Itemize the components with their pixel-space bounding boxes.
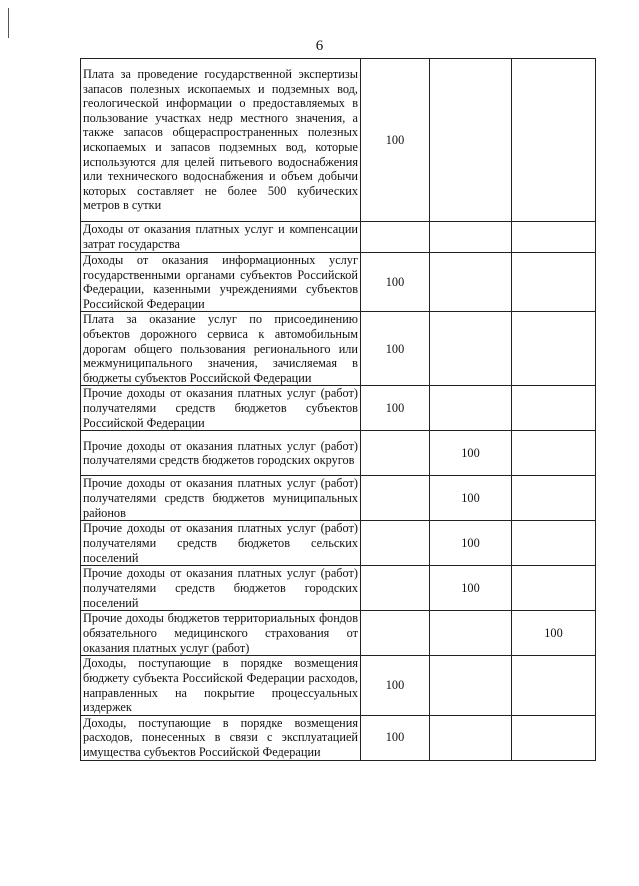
row-value-col1 (361, 431, 430, 476)
table-row (81, 715, 596, 760)
row-value-col1 (361, 476, 430, 521)
page-number: 6 (315, 38, 324, 54)
row-value-col1: 100 (361, 656, 430, 715)
row-description: Доходы от оказания информационных услуг государственными органами субъектов Российской Федерации, казенными учреждениями субъектов Российской Федерации (81, 253, 361, 312)
table-row (81, 566, 596, 611)
row-value-col2 (430, 222, 512, 253)
row-value-col1 (361, 611, 430, 656)
row-value-col3 (512, 312, 596, 386)
row-description: Доходы от оказания платных услуг и компенсации затрат государства (81, 222, 361, 253)
table-row (81, 222, 596, 253)
row-value-col2: 100 (430, 521, 512, 566)
table-row (81, 386, 596, 431)
row-value-col2 (430, 611, 512, 656)
row-value-col3: 100 (512, 611, 596, 656)
row-value-col2 (430, 656, 512, 715)
row-description: Прочие доходы бюджетов территориальных фондов обязательного медицинского страхования от оказания платных услуг (работ) (81, 611, 361, 656)
row-description: Доходы, поступающие в порядке возмещения расходов, понесенных в связи с эксплуатацией имущества субъектов Российской Федерации (81, 715, 361, 760)
row-value-col2 (430, 59, 512, 222)
table-row (81, 431, 596, 476)
row-value-col3 (512, 521, 596, 566)
table-row (81, 656, 596, 715)
row-value-col2: 100 (430, 431, 512, 476)
row-description: Прочие доходы от оказания платных услуг (работ) получателями средств бюджетов городских поселений (81, 566, 361, 611)
row-value-col3 (512, 431, 596, 476)
row-value-col3 (512, 476, 596, 521)
row-description: Прочие доходы от оказания платных услуг (работ) получателями средств бюджетов сельских поселений (81, 521, 361, 566)
row-value-col3 (512, 656, 596, 715)
row-value-col3 (512, 715, 596, 760)
row-value-col1: 100 (361, 386, 430, 431)
row-value-col3 (512, 253, 596, 312)
table-row (81, 476, 596, 521)
row-value-col3 (512, 386, 596, 431)
row-description: Прочие доходы от оказания платных услуг (работ) получателями средств бюджетов субъектов Российской Федерации (81, 386, 361, 431)
row-description: Плата за оказание услуг по присоединению объектов дорожного сервиса к автомобильным дорогам общего пользования регионального или межмуниципального значения, зачисляемая в бюджеты субъектов Российской Федерации (81, 312, 361, 386)
row-value-col3 (512, 222, 596, 253)
row-value-col1: 100 (361, 312, 430, 386)
scan-edge-mark (8, 8, 9, 38)
row-description: Прочие доходы от оказания платных услуг (работ) получателями средств бюджетов городских округов (81, 431, 361, 476)
table-row (81, 611, 596, 656)
table-row (81, 312, 596, 386)
revenue-distribution-table (80, 58, 596, 761)
table-body (81, 59, 596, 761)
table-row (81, 253, 596, 312)
row-description: Плата за проведение государственной экспертизы запасов полезных ископаемых и подземных вод, геологической информации о предоставляемых в пользование участках недр местного значения, а также запасов общераспространенных полезных ископаемых и запасов подземных вод, которые используются для целей питьевого водоснабжения или технического водоснабжения и объем добычи которых составляет не более 500 кубических метров в сутки (81, 59, 361, 222)
row-value-col1: 100 (361, 253, 430, 312)
row-value-col3 (512, 59, 596, 222)
row-value-col2 (430, 386, 512, 431)
row-description: Доходы, поступающие в порядке возмещения бюджету субъекта Российской Федерации расходов, направленных на покрытие процессуальных издержек (81, 656, 361, 715)
row-value-col1: 100 (361, 59, 430, 222)
row-value-col3 (512, 566, 596, 611)
row-value-col1 (361, 566, 430, 611)
table-row (81, 59, 596, 222)
table-row (81, 521, 596, 566)
row-value-col2 (430, 253, 512, 312)
row-value-col1: 100 (361, 715, 430, 760)
row-value-col1 (361, 222, 430, 253)
row-value-col2: 100 (430, 566, 512, 611)
row-value-col2 (430, 715, 512, 760)
row-value-col1 (361, 521, 430, 566)
row-value-col2 (430, 312, 512, 386)
row-description: Прочие доходы от оказания платных услуг (работ) получателями средств бюджетов муниципальных районов (81, 476, 361, 521)
row-value-col2: 100 (430, 476, 512, 521)
